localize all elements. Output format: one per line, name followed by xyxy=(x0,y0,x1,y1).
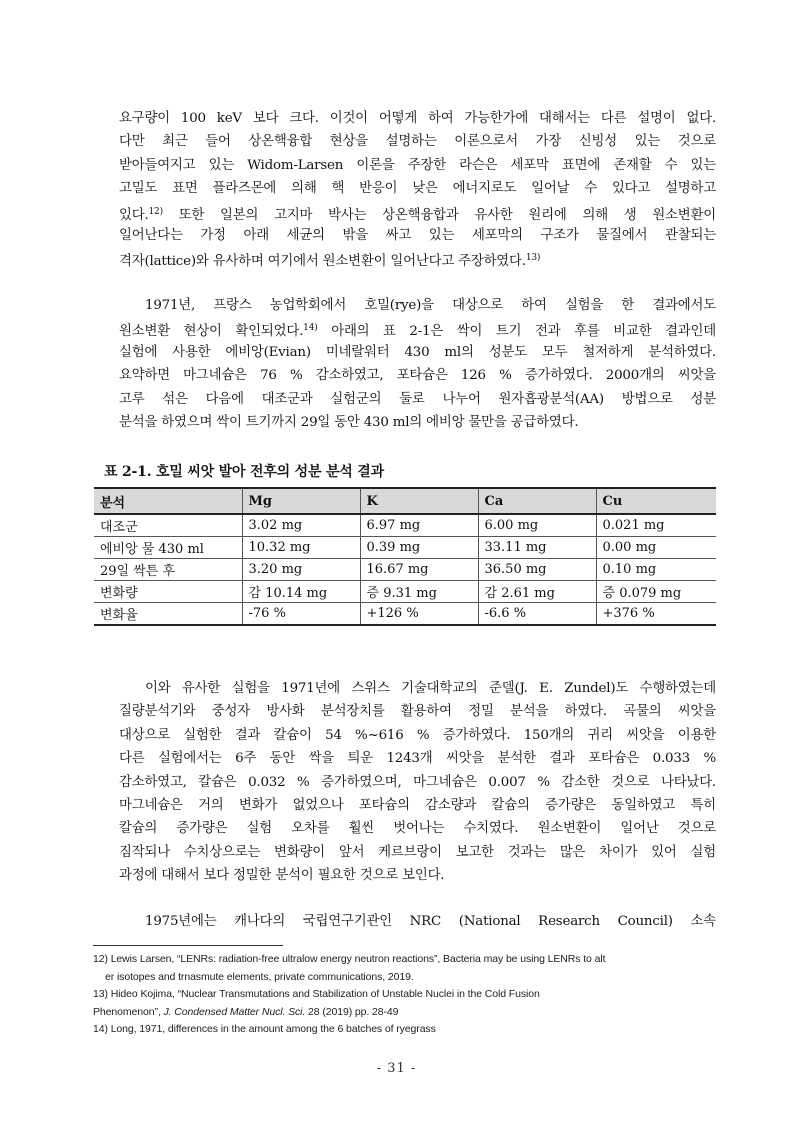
header-cell: K xyxy=(360,488,478,514)
table-cell: 변화율 xyxy=(94,603,242,626)
table-row xyxy=(94,581,716,603)
header-cell: Cu xyxy=(596,488,716,514)
text-line xyxy=(119,317,716,340)
table-cell: 대조군 xyxy=(94,514,242,537)
text-line: 다른 실험에서는 6주 동안 싹을 틔운 1243개 씨앗을 분석한 결과 포타슘은 0.033 % xyxy=(119,751,716,767)
text-line: 일어난다는 가정 아래 세균의 밖을 싸고 있는 세포막의 구조가 물질에서 관찰되는 xyxy=(119,227,716,243)
text-line: 질량분석기와 중성자 방사화 분석장치를 활용하여 정밀 분석을 하였다. 곡물의 씨앗을 xyxy=(119,704,716,720)
footnotes xyxy=(93,951,718,1039)
table-cell: 6.00 mg xyxy=(478,514,596,537)
footnote-13 xyxy=(93,986,718,1021)
text-line: 대상으로 실험한 결과 칼슘이 54 %~616 % 증가하였다. 150개의 귀리 씨앗을 이용한 xyxy=(119,727,716,743)
text-line: 요구량이 100 keV 보다 크다. 이것이 어떻게 하여 가능한가에 대해서는 다른 설명이 없다. xyxy=(119,111,716,126)
text-fragment: 원소변환 현상이 확인되었다. xyxy=(119,324,304,340)
text-line: 1975년에는 캐나다의 국립연구기관인 NRC (National Research Council) 소속 xyxy=(145,914,716,929)
paragraph-widom-larsen xyxy=(119,107,716,271)
text-line: 실험에 사용한 에비앙(Evian) 미네랄워터 430 ml의 성분도 모두 철저하게 분석하였다. xyxy=(119,344,716,360)
footnote-12 xyxy=(93,951,718,986)
footnote-text: Phenomenon”, xyxy=(93,1005,164,1018)
table-cell: 16.67 mg xyxy=(360,559,478,581)
table-cell: 10.32 mg xyxy=(242,537,360,559)
text-line xyxy=(119,247,716,270)
header-cell: 분석 xyxy=(94,488,242,514)
table-cell: 36.50 mg xyxy=(478,559,596,581)
footnote-text: 28 (2019) pp. 28-49 xyxy=(305,1005,399,1018)
table-cell: 0.021 mg xyxy=(596,514,716,537)
table-cell: 0.39 mg xyxy=(360,537,478,559)
table-cell: 증 9.31 mg xyxy=(360,581,478,603)
text-line: 1971년, 프랑스 농업학회에서 호밀(rye)을 대상으로 하여 실험을 한 결과에서도 xyxy=(145,298,716,313)
footnote-ref-13[interactable]: 13) xyxy=(525,253,541,264)
text-line: 고루 섞은 다음에 대조군과 실험군의 둘로 나누어 원자흡광분석(AA) 방법으로 성분 xyxy=(119,391,716,407)
table-cell: 6.97 mg xyxy=(360,514,478,537)
footnote-14: 14) Long, 1971, differences in the amount among the 6 batches of ryegrass xyxy=(93,1023,436,1035)
text-line: 이와 유사한 실험을 1971년에 스위스 기술대학교의 준델(J. E. Zundel)도 수행하였는데 xyxy=(145,681,716,696)
paragraph-nrc xyxy=(119,910,716,933)
table-cell: +126 % xyxy=(360,603,478,626)
table-cell: 0.00 mg xyxy=(596,537,716,559)
text-line: 칼슘의 증가량은 실험 오차를 훨씬 벗어나는 수치였다. 원소변환이 일어난 것으로 xyxy=(119,821,716,837)
table-row xyxy=(94,537,716,559)
table-cell: 3.02 mg xyxy=(242,514,360,537)
footnote-text-line xyxy=(93,1004,718,1022)
text-fragment: 아래의 표 2-1은 싹이 트기 전과 후를 비교한 결과인데 xyxy=(331,324,717,340)
footnote-ref-12[interactable]: 12) xyxy=(148,206,163,217)
table-cell: -76 % xyxy=(242,603,360,626)
table-cell: -6.6 % xyxy=(478,603,596,626)
text-line: 요약하면 마그네슘은 76 % 감소하였고, 포타슘은 126 % 증가하였다. 2000개의 씨앗을 xyxy=(119,368,716,384)
text-line: 다만 최근 들어 상온핵융합 현상을 설명하는 이론으로서 가장 신빙성 있는 것으로 xyxy=(119,134,716,150)
table-cell: 33.11 mg xyxy=(478,537,596,559)
table-cell: 증 0.079 mg xyxy=(596,581,716,603)
table-row xyxy=(94,603,716,626)
table-cell: +376 % xyxy=(596,603,716,626)
text-line: 마그네슘은 거의 변화가 없었으나 포타슘의 감소량과 칼슘의 증가량은 동일하였고 특히 xyxy=(119,797,716,813)
footnote-ref-14[interactable]: 14) xyxy=(303,323,318,334)
text-fragment: 있다. xyxy=(119,207,149,223)
text-line xyxy=(119,201,716,224)
table-cell: 3.20 mg xyxy=(242,559,360,581)
table-cell: 29일 싹튼 후 xyxy=(94,559,242,581)
footnote-text: 12) Lewis Larsen, “LENRs: radiation-free ultralow energy neutron reactions”, Bacteria may be using LENRs to alt xyxy=(93,953,606,965)
text-line: 받아들여지고 있는 Widom-Larsen 이론을 주장한 라슨은 세포막 표면에 존재할 수 있는 xyxy=(119,157,716,173)
table-cell: 에비앙 물 430 ml xyxy=(94,537,242,559)
table-row xyxy=(94,514,716,537)
text-fragment: 격자(lattice)와 유사하며 여기에서 원소변환이 일어난다고 주장하였다. xyxy=(119,254,526,270)
table-header-row xyxy=(94,488,716,514)
paragraph-zundel-experiment xyxy=(119,677,716,888)
footnote-text: 13) Hideo Kojima, “Nuclear Transmutations and Stabilization of Unstable Nuclei in the Cold Fusion xyxy=(93,988,540,1000)
footnote-text: er isotopes and trnasmute elements, private communications, 2019. xyxy=(105,970,414,983)
header-cell: Mg xyxy=(242,488,360,514)
table-cell: 감 10.14 mg xyxy=(242,581,360,603)
analysis-table xyxy=(94,487,716,626)
text-line: 고밀도 표면 플라즈몬에 의해 핵 반응이 낮은 에너지로도 일어날 수 있다고 설명하고 xyxy=(119,181,716,197)
table-cell: 변화량 xyxy=(94,581,242,603)
journal-name: J. Condensed Matter Nucl. Sci. xyxy=(163,1005,306,1018)
table-cell: 감 2.61 mg xyxy=(478,581,596,603)
page-number: - 31 - xyxy=(376,1061,417,1076)
footnote-divider xyxy=(93,945,283,946)
table-row xyxy=(94,559,716,581)
paragraph-rye-experiment xyxy=(119,294,716,434)
text-line: 감소하였고, 칼슘은 0.032 % 증가하였으며, 마그네슘은 0.007 % 감소한 것으로 나타났다. xyxy=(119,774,716,790)
table-caption: 표 2-1. 호밀 씨앗 발아 전후의 성분 분석 결과 xyxy=(104,464,384,480)
table-cell: 0.10 mg xyxy=(596,559,716,581)
text-fragment: 또한 일본의 고지마 박사는 상온핵융합과 유사한 원리에 의해 생 원소변환이 xyxy=(178,207,716,223)
text-line: 과정에 대해서 보다 정밀한 분석이 필요한 것으로 보인다. xyxy=(119,868,445,884)
header-cell: Ca xyxy=(478,488,596,514)
text-line: 짐작되나 수치상으로는 변화량이 앞서 케르브랑이 보고한 것과는 많은 차이가 있어 실험 xyxy=(119,844,716,860)
text-line: 분석을 하였으며 싹이 트기까지 29일 동안 430 ml의 에비앙 물만을 공급하였다. xyxy=(119,414,579,430)
